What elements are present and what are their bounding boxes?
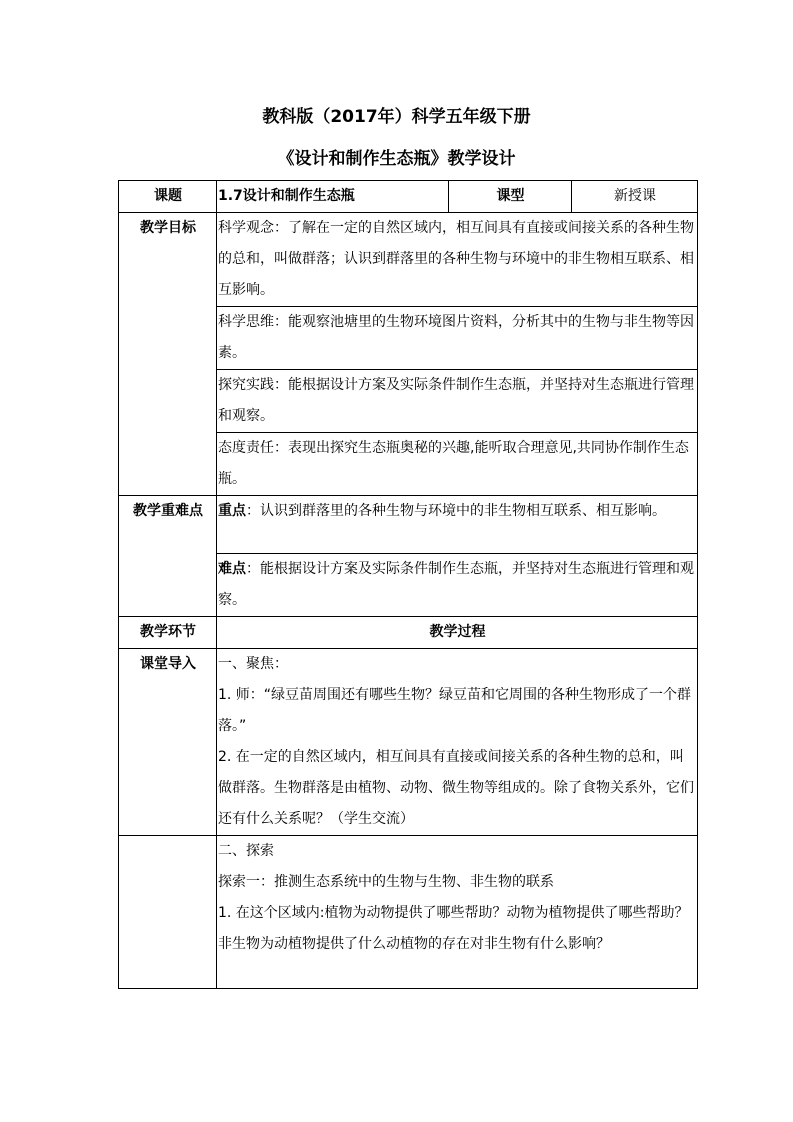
table-row-section-header — [119, 617, 698, 649]
key-point-text: ：认识到群落里的各种生物与环境中的非生物相互联系、相互影响。 — [246, 503, 666, 519]
table-row-intro — [119, 649, 698, 836]
explore-subheading: 探索一：推测生态系统中的生物与生物、非生物的联系 — [218, 874, 554, 890]
key-point-label: 重点 — [218, 503, 246, 519]
type-label: 课型 — [449, 181, 572, 213]
table-row-objective-1 — [119, 213, 698, 307]
difficult-point-text: ：能根据设计方案及实际条件制作生态瓶，并坚持对生态瓶进行管理和观察。 — [218, 561, 694, 608]
process-header: 教学过程 — [217, 617, 698, 649]
intro-heading: 一、聚焦： — [218, 656, 288, 672]
table-row-explore — [119, 836, 698, 989]
objective-scientific-concept: 科学观念：了解在一定的自然区域内，相互间具有直接或间接关系的各种生物的总和，叫做群落；认识到群落里的各种生物与环境中的非生物相互联系、相互影响。 — [217, 213, 698, 307]
topic-value: 1.7设计和制作生态瓶 — [217, 181, 449, 213]
topic-label: 课题 — [119, 181, 217, 213]
table-row-key-point — [119, 496, 698, 554]
stage-header: 教学环节 — [119, 617, 217, 649]
intro-label: 课堂导入 — [119, 649, 217, 836]
objective-attitude-responsibility: 态度责任：表现出探究生态瓶奥秘的兴趣,能听取合理意见,共同协作制作生态瓶。 — [217, 433, 698, 496]
document-subtitle: 《设计和制作生态瓶》教学设计 — [277, 149, 516, 169]
objectives-label: 教学目标 — [119, 213, 217, 496]
objective-inquiry-practice: 探究实践：能根据设计方案及实际条件制作生态瓶，并坚持对生态瓶进行管理和观察。 — [217, 370, 698, 433]
explore-label-cell — [119, 836, 217, 989]
document-title: 教科版（2017年）科学五年级下册 — [262, 107, 531, 127]
intro-content — [217, 649, 698, 836]
explore-step-1: 1. 在这个区域内:植物为动物提供了哪些帮助？动物为植物提供了哪些帮助？非生物为动植物提供了什么动植物的存在对非生物有什么影响？ — [218, 905, 689, 952]
difficult-point-cell — [217, 554, 698, 617]
table-row-topic — [119, 181, 698, 213]
intro-step-1: 1. 师：“绿豆苗周围还有哪些生物？绿豆苗和它周围的各种生物形成了一个群落。” — [218, 687, 692, 734]
key-point-cell — [217, 496, 698, 554]
lesson-plan-table — [118, 180, 698, 989]
explore-heading: 二、探索 — [218, 843, 274, 859]
explore-content — [217, 836, 698, 989]
keypoints-label: 教学重难点 — [119, 496, 217, 617]
objective-scientific-thinking: 科学思维：能观察池塘里的生物环境图片资料，分析其中的生物与非生物等因素。 — [217, 307, 698, 370]
type-value: 新授课 — [572, 181, 698, 213]
intro-step-2: 2. 在一定的自然区域内，相互间具有直接或间接关系的各种生物的总和，叫做群落。生物群落是由植物、动物、微生物等组成的。除了食物关系外，它们还有什么关系呢？（学生交流） — [218, 749, 694, 827]
difficult-point-label: 难点 — [218, 561, 246, 577]
